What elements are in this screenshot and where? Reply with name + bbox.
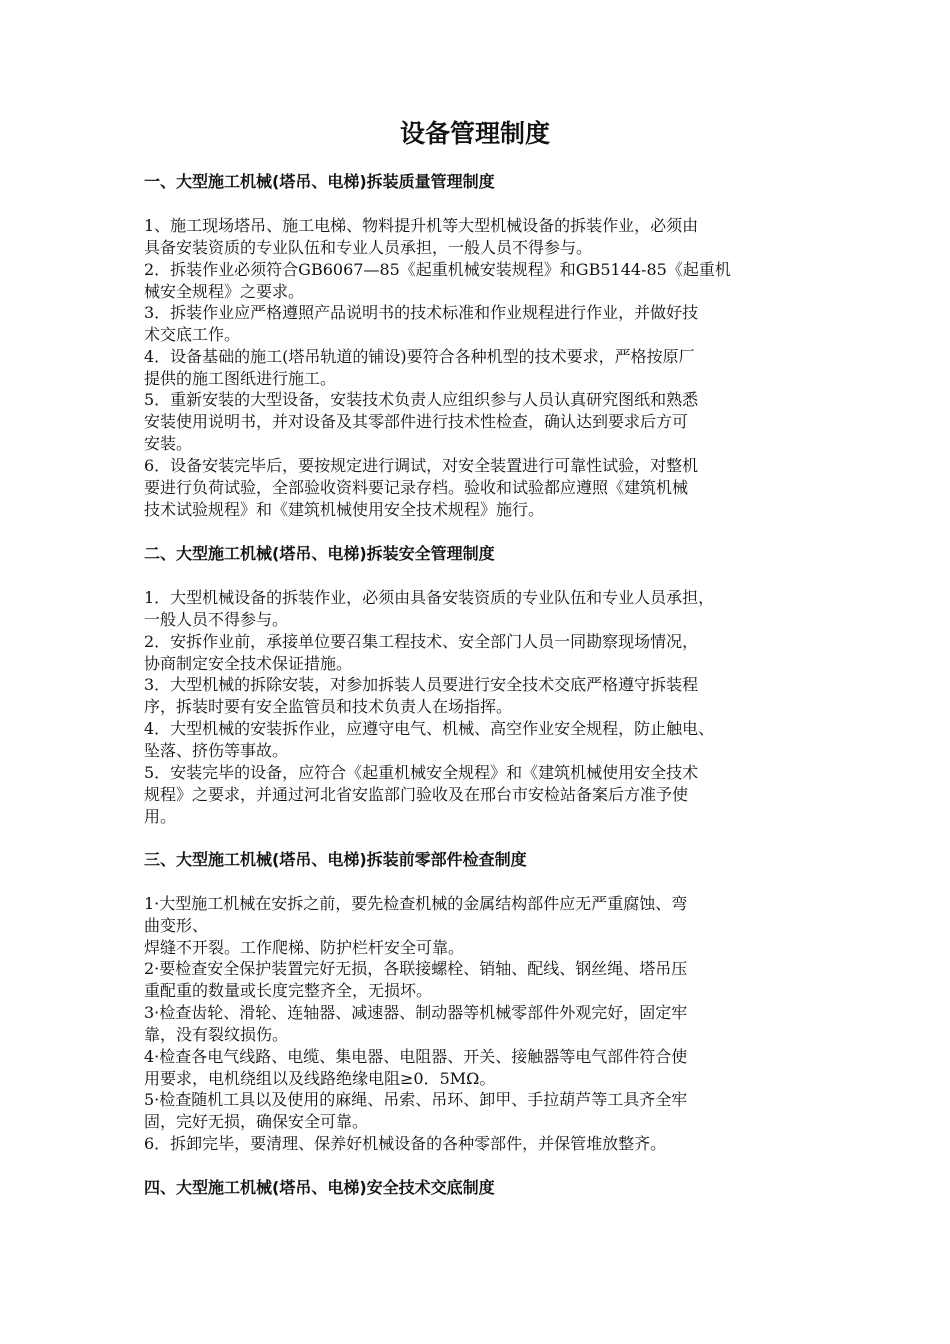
text-line: 靠，没有裂纹损伤。 <box>144 1024 289 1044</box>
text-line: 协商制定安全技术保证措施。 <box>144 653 353 673</box>
text-line: 2·要检查安全保护装置完好无损，各联接螺栓、销轴、配线、钢丝绳、塔吊压 <box>144 959 688 978</box>
text-line: 4·检查各电气线路、电缆、集电器、电阻器、开关、接触器等电气部件符合使 <box>144 1047 688 1066</box>
paragraph <box>144 259 820 303</box>
text-line: 曲变形、 <box>144 915 209 935</box>
paragraph <box>144 718 820 762</box>
paragraph <box>144 1089 820 1133</box>
text-line: 一般人员不得参与。 <box>144 609 289 629</box>
text-line: 5．重新安装的大型设备，安装技术负责人应组织参与人员认真研究图纸和熟悉 <box>144 390 699 409</box>
text-line: 具备安装资质的专业队伍和专业人员承担，一般人员不得参与。 <box>144 237 593 257</box>
text-line: 坠落、挤伤等事故。 <box>144 740 289 760</box>
text-line: 4．设备基础的施工(塔吊轨道的铺设)要符合各种机型的技术要求，严格按原厂 <box>144 347 695 366</box>
text-line: 用要求，电机绕组以及线路绝缘电阻≥0．5MΩ。 <box>144 1068 496 1088</box>
section-heading-4: 四、大型施工机械(塔吊、电梯)安全技术交底制度 <box>144 1178 495 1197</box>
text-line: 2．安拆作业前，承接单位要召集工程技术、安全部门人员一同勘察现场情况， <box>144 632 699 651</box>
text-line: 3·检查齿轮、滑轮、连轴器、减速器、制动器等机械零部件外观完好，固定牢 <box>144 1003 688 1022</box>
text-line: 械安全规程》之要求。 <box>144 281 305 301</box>
text-line: 技术试验规程》和《建筑机械使用安全技术规程》施行。 <box>144 499 545 519</box>
text-line: 1·大型施工机械在安拆之前，要先检查机械的金属结构部件应无严重腐蚀、弯 <box>144 894 688 913</box>
paragraph <box>144 1046 820 1090</box>
paragraph <box>144 762 820 828</box>
text-line: 6．设备安装完毕后，要按规定进行调试，对安全装置进行可靠性试验，对整机 <box>144 456 699 475</box>
text-line: 用。 <box>144 806 177 826</box>
text-line: 1、施工现场塔吊、施工电梯、物料提升机等大型机械设备的拆装作业，必须由 <box>144 216 699 235</box>
paragraph <box>144 587 820 631</box>
section-heading-2: 二、大型施工机械(塔吊、电梯)拆装安全管理制度 <box>144 544 495 563</box>
page-title: 设备管理制度 <box>399 119 550 148</box>
text-line: 安装使用说明书，并对设备及其零部件进行技术性检查，确认达到要求后方可 <box>144 411 689 431</box>
text-line: 规程》之要求，并通过河北省安监部门验收及在邢台市安检站备案后方准予使 <box>144 784 689 804</box>
paragraph <box>144 302 820 346</box>
text-line: 5·检查随机工具以及使用的麻绳、吊索、吊环、卸甲、手拉葫芦等工具齐全牢 <box>144 1090 688 1109</box>
text-line: 2．拆装作业必须符合GB6067—85《起重机械安装规程》和GB5144-85《起重机 <box>144 260 731 279</box>
paragraph <box>144 389 820 455</box>
text-line: 固，完好无损，确保安全可靠。 <box>144 1111 369 1131</box>
text-line: 1．大型机械设备的拆装作业，必须由具备安装资质的专业队伍和专业人员承担， <box>144 588 715 607</box>
text-line: 3．大型机械的拆除安装，对参加拆装人员要进行安全技术交底严格遵守拆装程 <box>144 675 699 694</box>
paragraph <box>144 958 820 1002</box>
paragraph <box>144 674 820 718</box>
text-line: 序，拆装时要有安全监管员和技术负责人在场指挥。 <box>144 696 513 716</box>
paragraph <box>144 1133 820 1155</box>
text-line: 要进行负荷试验，全部验收资料要记录存档。验收和试验都应遵照《建筑机械 <box>144 477 689 497</box>
section-heading-1: 一、大型施工机械(塔吊、电梯)拆装质量管理制度 <box>144 172 495 191</box>
text-line: 4．大型机械的安装拆作业，应遵守电气、机械、高空作业安全规程，防止触电、 <box>144 719 715 738</box>
text-line: 术交底工作。 <box>144 324 241 344</box>
text-line: 焊缝不开裂。工作爬梯、防护栏杆安全可靠。 <box>144 937 465 957</box>
text-line: 6．拆卸完毕，要清理、保养好机械设备的各种零部件，并保管堆放整齐。 <box>144 1134 667 1153</box>
paragraph <box>144 893 820 959</box>
paragraph <box>144 1002 820 1046</box>
text-line: 3．拆装作业应严格遵照产品说明书的技术标准和作业规程进行作业，并做好技 <box>144 303 699 322</box>
text-line: 提供的施工图纸进行施工。 <box>144 368 337 388</box>
text-line: 重配重的数量或长度完整齐全，无损坏。 <box>144 980 433 1000</box>
paragraph <box>144 455 820 521</box>
section-heading-3: 三、大型施工机械(塔吊、电梯)拆装前零部件检查制度 <box>144 850 527 869</box>
text-line: 安装。 <box>144 433 193 453</box>
text-line: 5．安装完毕的设备，应符合《起重机械安全规程》和《建筑机械使用安全技术 <box>144 763 699 782</box>
paragraph <box>144 346 820 390</box>
paragraph <box>144 631 820 675</box>
paragraph <box>144 215 820 259</box>
